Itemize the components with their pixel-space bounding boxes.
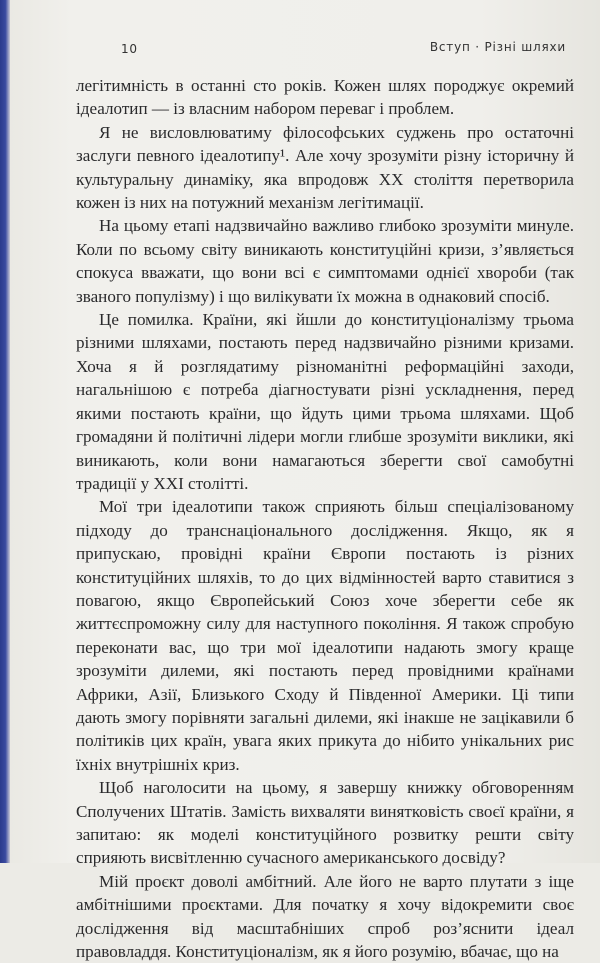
body-text [76, 74, 574, 963]
paragraph: Мій проєкт доволі амбітний. Але його не варто плутати з іще амбітнішими проєктами. Для початку я хочу відокремити своє дослідження від масштабніших спроб роз’яснити ідеал правовладдя. Конституціоналізм, як я його розумію, вбачає, що на [76, 871, 574, 962]
paragraph: Щоб наголосити на цьому, я завершу книжку обговоренням Сполучених Штатів. Замість вихваляти винятковість своєї країни, я запитаю: як моделі конституційного розвитку решти світу сприяють висвітленню сучасного американського досвіду? [76, 778, 574, 868]
paragraph-continued: легітимність в останні сто років. Кожен шлях породжує окремий ідеалотип — із власним набором переваг і проблем. [76, 76, 574, 119]
page-header [0, 40, 600, 60]
book-spine-edge [0, 0, 10, 863]
paragraph: На цьому етапі надзвичайно важливо глибоко зрозуміти минуле. Коли по всьому світу виникають конституційні кризи, з’являється спокуса вважати, що вони всі є симптомами однієї хвороби (так званого популізму) і що вилікувати їх можна в однаковий спосіб. [76, 216, 574, 306]
page-number: 10 [121, 42, 138, 56]
paragraph: Я не висловлюватиму філософських суджень про остаточні заслуги певного ідеалотипу¹. Але хочу зрозуміти різну історичну й культуральну динаміку, яка впродовж XX століття перетворила кожен із них на потужний механізм легітимації. [76, 122, 574, 213]
paragraph: Мої три ідеалотипи також сприяють більш спеціалізованому підходу до транснаціонального дослідження. Якщо, як я припускаю, провідні країни Європи постають із різних конституційних шляхів, то до цих відмінностей варто ставитися з повагою, якщо Європейський Союз хоче зберегти себе як життєспроможну силу для наступного покоління. Я також спробую переконати вас, що три мої ідеалотипи надають змогу краще зрозуміти дилеми, які постають перед провідними країнами Африки, Азії, Близького Сходу й Південної Америки. Ці типи дають змогу порівняти загальні дилеми, які інакше не зацікавили б політиків цих країн, увага яких прикута до нібито унікальних рис їхніх внутрішніх криз. [76, 497, 574, 774]
paragraph: Це помилка. Країни, які йшли до конституціоналізму трьома різними шляхами, постають перед надзвичайно різними кризами. Хоча я й розглядатиму різноманітні реформаційні заходи, нагальнішою є потреба діагностувати різні ускладнення, перед якими постають країни, що йдуть цими трьома шляхами. Щоб громадяни й політичні лідери могли глибше зрозуміти виклики, які виникають, коли вони намагаються зберегти свої самобутні традиції у XXI столітті. [76, 310, 574, 493]
running-head: Вступ · Різні шляхи [429, 40, 566, 54]
